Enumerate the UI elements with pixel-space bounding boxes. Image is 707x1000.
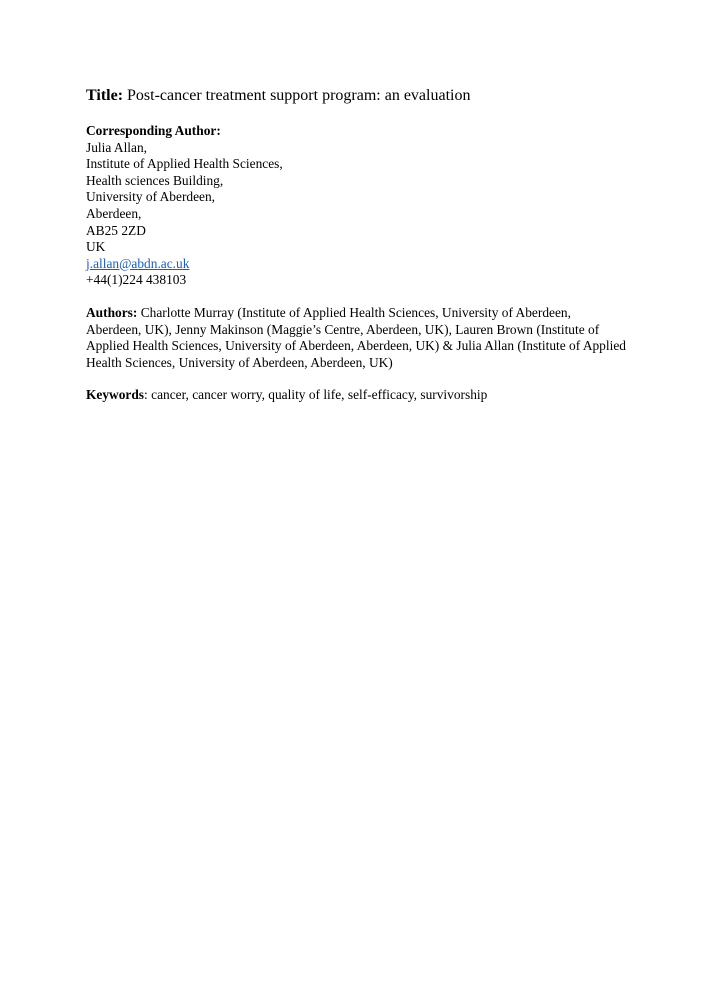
phone-number: +44(1)224 438103 bbox=[86, 272, 187, 288]
keywords-separator: : bbox=[144, 387, 148, 403]
address-line: Institute of Applied Health Sciences, bbox=[86, 156, 283, 172]
authors-text: Charlotte Murray (Institute of Applied Health Sciences, University of Aberdeen, Aberdeen, UK), Jenny Makinson (Maggie’s Centre, Aberdeen, UK), Lauren Brown (Institute of Applied Health Sciences, University of Aberdeen, Aberdeen, UK) & Julia Allan (Institute of Applied Health Sciences, University of Aberdeen, Aberdeen, UK) bbox=[86, 304, 626, 370]
keywords-text: cancer, cancer worry, quality of life, self-efficacy, survivorship bbox=[151, 387, 488, 403]
authors-label: Authors: bbox=[86, 304, 138, 320]
document-page bbox=[86, 86, 626, 404]
keywords-paragraph bbox=[86, 387, 626, 404]
address-line: Health sciences Building, bbox=[86, 172, 224, 188]
email-link[interactable]: j.allan@abdn.ac.uk bbox=[86, 255, 190, 271]
title-text: Post-cancer treatment support program: an evaluation bbox=[127, 87, 471, 104]
address-line: University of Aberdeen, bbox=[86, 189, 216, 205]
address-line: UK bbox=[86, 239, 106, 255]
authors-paragraph bbox=[86, 305, 626, 371]
address-line: Julia Allan, bbox=[86, 139, 147, 155]
title-line bbox=[86, 86, 626, 106]
title-label: Title: bbox=[86, 87, 124, 104]
address-line: AB25 2ZD bbox=[86, 222, 146, 238]
corresponding-author-block bbox=[86, 123, 626, 289]
address-line: Aberdeen, bbox=[86, 205, 142, 221]
corresponding-author-label: Corresponding Author: bbox=[86, 123, 221, 138]
email-line bbox=[86, 256, 626, 273]
keywords-label: Keywords bbox=[86, 387, 145, 403]
